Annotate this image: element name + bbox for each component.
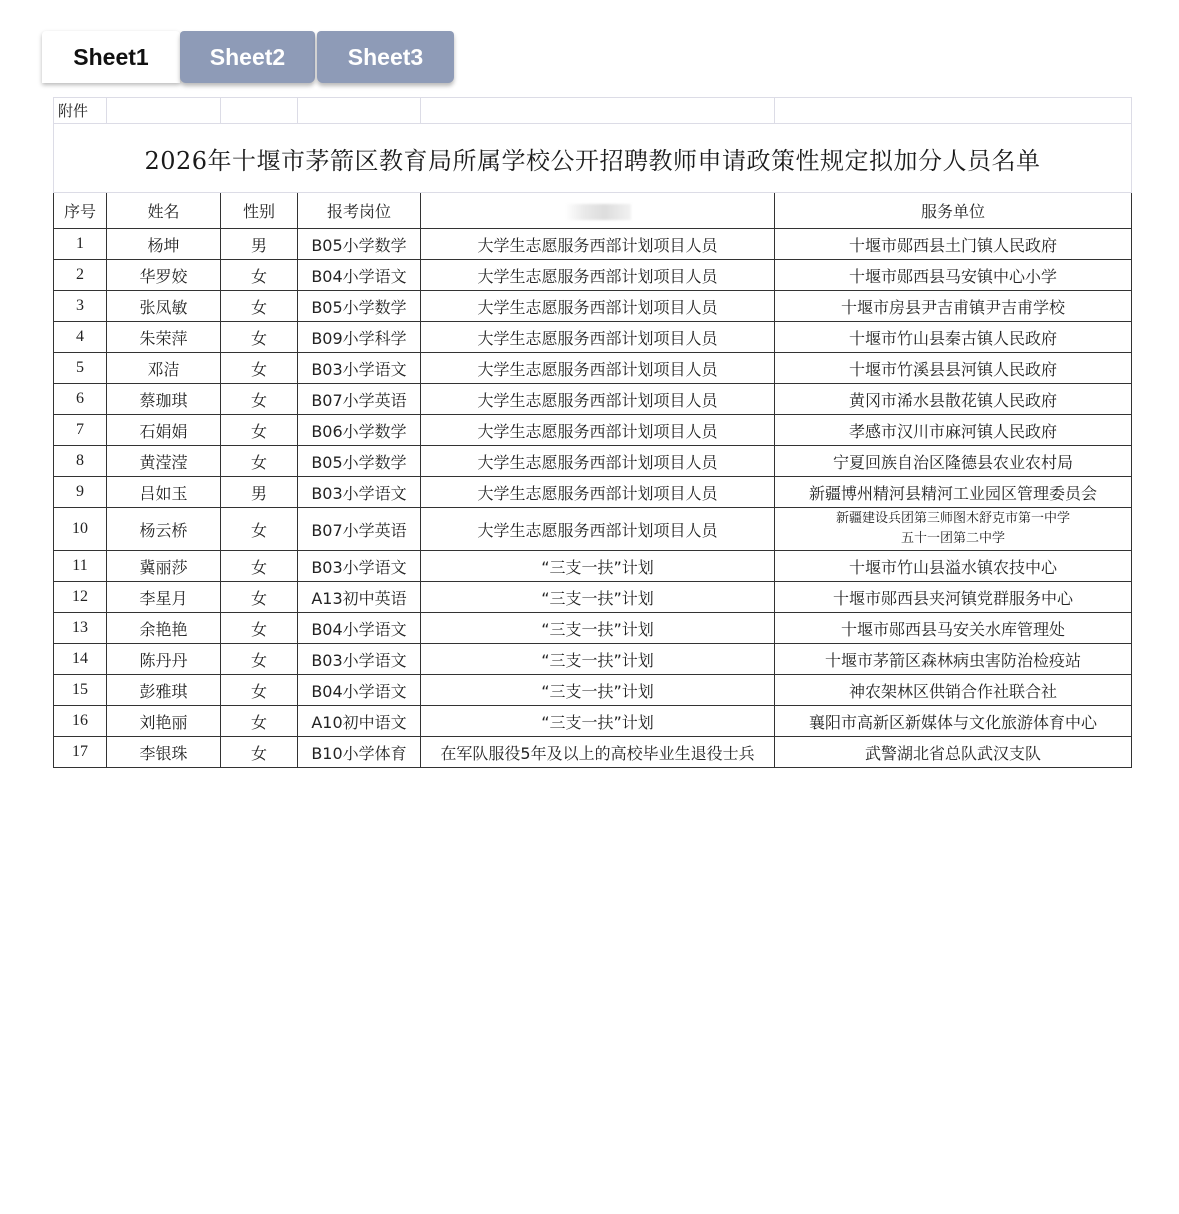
tab-sheet1[interactable]: Sheet1 <box>42 31 180 83</box>
table-row <box>54 229 1132 260</box>
cell-category[interactable]: “三支一扶”计划 <box>421 551 775 582</box>
cell-unit[interactable]: 十堰市郧西县夹河镇党群服务中心 <box>775 582 1132 613</box>
cell-unit[interactable]: 十堰市竹山县溢水镇农技中心 <box>775 551 1132 582</box>
cell-category[interactable]: 在军队服役5年及以上的高校毕业生退役士兵 <box>421 737 775 768</box>
table-row <box>54 737 1132 768</box>
table-row <box>54 551 1132 582</box>
cell-position[interactable]: B07小学英语 <box>298 384 421 415</box>
cell-position[interactable]: B07小学英语 <box>298 508 421 551</box>
table-row <box>54 322 1132 353</box>
cell-seq[interactable]: 6 <box>54 384 107 415</box>
empty-cell[interactable] <box>221 98 298 124</box>
cell-category[interactable]: 大学生志愿服务西部计划项目人员 <box>421 508 775 551</box>
cell-unit[interactable]: 十堰市竹山县秦古镇人民政府 <box>775 322 1132 353</box>
cell-gender[interactable]: 女 <box>221 551 298 582</box>
table-row <box>54 291 1132 322</box>
cell-unit[interactable]: 十堰市竹溪县县河镇人民政府 <box>775 353 1132 384</box>
cell-unit[interactable] <box>775 508 1132 551</box>
cell-position[interactable]: B03小学语文 <box>298 644 421 675</box>
table-row <box>54 384 1132 415</box>
cell-position[interactable]: B05小学数学 <box>298 291 421 322</box>
table-row <box>54 477 1132 508</box>
cell-gender[interactable]: 女 <box>221 737 298 768</box>
cell-category[interactable]: 大学生志愿服务西部计划项目人员 <box>421 322 775 353</box>
cell-gender[interactable]: 女 <box>221 291 298 322</box>
cell-seq[interactable]: 10 <box>54 508 107 551</box>
tab-sheet2[interactable]: Sheet2 <box>180 31 315 83</box>
cell-unit[interactable]: 黄冈市浠水县散花镇人民政府 <box>775 384 1132 415</box>
cell-gender[interactable]: 女 <box>221 508 298 551</box>
redaction-blur <box>565 204 631 220</box>
cell-gender[interactable]: 女 <box>221 260 298 291</box>
cell-position[interactable]: B03小学语文 <box>298 477 421 508</box>
cell-position[interactable]: B06小学数学 <box>298 415 421 446</box>
cell-name[interactable]: 彭雅琪 <box>107 675 221 706</box>
cell-unit[interactable]: 宁夏回族自治区隆德县农业农村局 <box>775 446 1132 477</box>
table-row <box>54 582 1132 613</box>
cell-name[interactable]: 陈丹丹 <box>107 644 221 675</box>
header-category-redacted[interactable] <box>421 193 775 229</box>
cell-category[interactable]: 大学生志愿服务西部计划项目人员 <box>421 353 775 384</box>
cell-gender[interactable]: 女 <box>221 446 298 477</box>
cell-unit-line: 新疆建设兵团第三师图木舒克市第一中学 <box>835 511 1070 526</box>
cell-position[interactable]: B09小学科学 <box>298 322 421 353</box>
cell-position[interactable]: B10小学体育 <box>298 737 421 768</box>
cell-seq[interactable]: 2 <box>54 260 107 291</box>
cell-category[interactable]: 大学生志愿服务西部计划项目人员 <box>421 229 775 260</box>
cell-name[interactable]: 余艳艳 <box>107 613 221 644</box>
cell-gender[interactable]: 女 <box>221 706 298 737</box>
cell-unit[interactable]: 十堰市郧西县马安关水库管理处 <box>775 613 1132 644</box>
header-seq[interactable]: 序号 <box>54 193 107 229</box>
cell-category[interactable]: 大学生志愿服务西部计划项目人员 <box>421 477 775 508</box>
cell-seq[interactable]: 11 <box>54 551 107 582</box>
cell-unit[interactable]: 十堰市房县尹吉甫镇尹吉甫学校 <box>775 291 1132 322</box>
cell-category[interactable]: 大学生志愿服务西部计划项目人员 <box>421 384 775 415</box>
cell-gender[interactable]: 女 <box>221 644 298 675</box>
cell-category[interactable]: 大学生志愿服务西部计划项目人员 <box>421 260 775 291</box>
cell-seq[interactable]: 7 <box>54 415 107 446</box>
cell-gender[interactable]: 女 <box>221 415 298 446</box>
cell-name[interactable]: 石娟娟 <box>107 415 221 446</box>
cell-seq[interactable]: 16 <box>54 706 107 737</box>
empty-cell[interactable] <box>298 98 421 124</box>
header-unit[interactable]: 服务单位 <box>775 193 1132 229</box>
cell-category[interactable]: “三支一扶”计划 <box>421 706 775 737</box>
cell-name[interactable]: 李星月 <box>107 582 221 613</box>
cell-gender[interactable]: 男 <box>221 477 298 508</box>
cell-position[interactable]: B03小学语文 <box>298 353 421 384</box>
cell-name[interactable]: 杨坤 <box>107 229 221 260</box>
cell-gender[interactable]: 女 <box>221 353 298 384</box>
spreadsheet-grid <box>53 97 1131 768</box>
table-row <box>54 446 1132 477</box>
table-row <box>54 353 1132 384</box>
cell-position[interactable]: A10初中语文 <box>298 706 421 737</box>
cell-unit[interactable]: 十堰市茅箭区森林病虫害防治检疫站 <box>775 644 1132 675</box>
cell-seq[interactable]: 12 <box>54 582 107 613</box>
cell-category[interactable]: “三支一扶”计划 <box>421 675 775 706</box>
tab-sheet3[interactable]: Sheet3 <box>317 31 454 83</box>
table-row <box>54 706 1132 737</box>
cell-position[interactable]: A13初中英语 <box>298 582 421 613</box>
table-row <box>54 613 1132 644</box>
cell-name[interactable]: 蔡珈琪 <box>107 384 221 415</box>
header-position[interactable]: 报考岗位 <box>298 193 421 229</box>
cell-seq[interactable]: 4 <box>54 322 107 353</box>
cell-unit[interactable]: 孝感市汉川市麻河镇人民政府 <box>775 415 1132 446</box>
cell-unit[interactable]: 十堰市郧西县土门镇人民政府 <box>775 229 1132 260</box>
attachment-label[interactable]: 附件 <box>54 98 107 124</box>
cell-seq[interactable]: 5 <box>54 353 107 384</box>
header-name[interactable]: 姓名 <box>107 193 221 229</box>
title-row <box>54 124 1132 193</box>
cell-name[interactable]: 冀丽莎 <box>107 551 221 582</box>
cell-gender[interactable]: 女 <box>221 384 298 415</box>
cell-unit[interactable]: 武警湖北省总队武汉支队 <box>775 737 1132 768</box>
table-row <box>54 415 1132 446</box>
cell-unit[interactable]: 襄阳市高新区新媒体与文化旅游体育中心 <box>775 706 1132 737</box>
cell-category[interactable]: “三支一扶”计划 <box>421 644 775 675</box>
cell-seq[interactable]: 13 <box>54 613 107 644</box>
cell-category[interactable]: “三支一扶”计划 <box>421 613 775 644</box>
cell-seq[interactable]: 8 <box>54 446 107 477</box>
cell-position[interactable]: B04小学语文 <box>298 260 421 291</box>
cell-position[interactable]: B05小学数学 <box>298 446 421 477</box>
table-row <box>54 508 1132 551</box>
document-title[interactable]: 2026年十堰市茅箭区教育局所属学校公开招聘教师申请政策性规定拟加分人员名单 <box>54 124 1132 193</box>
cell-category[interactable]: 大学生志愿服务西部计划项目人员 <box>421 446 775 477</box>
empty-cell[interactable] <box>775 98 1132 124</box>
cell-name[interactable]: 邓洁 <box>107 353 221 384</box>
cell-gender[interactable]: 女 <box>221 675 298 706</box>
cell-name[interactable]: 吕如玉 <box>107 477 221 508</box>
empty-cell[interactable] <box>107 98 221 124</box>
cell-unit[interactable]: 十堰市郧西县马安镇中心小学 <box>775 260 1132 291</box>
table-row <box>54 644 1132 675</box>
empty-cell[interactable] <box>421 98 775 124</box>
cell-seq[interactable]: 9 <box>54 477 107 508</box>
cell-category[interactable]: 大学生志愿服务西部计划项目人员 <box>421 291 775 322</box>
data-rows <box>54 229 1132 768</box>
cell-name[interactable]: 朱荣萍 <box>107 322 221 353</box>
cell-name[interactable]: 刘艳丽 <box>107 706 221 737</box>
cell-unit[interactable]: 神农架林区供销合作社联合社 <box>775 675 1132 706</box>
cell-position[interactable]: B05小学数学 <box>298 229 421 260</box>
cell-category[interactable]: 大学生志愿服务西部计划项目人员 <box>421 415 775 446</box>
cell-seq[interactable]: 15 <box>54 675 107 706</box>
cell-seq[interactable]: 3 <box>54 291 107 322</box>
cell-seq[interactable]: 14 <box>54 644 107 675</box>
header-row <box>54 193 1132 229</box>
cell-category[interactable]: “三支一扶”计划 <box>421 582 775 613</box>
cell-gender[interactable]: 女 <box>221 582 298 613</box>
table-row <box>54 675 1132 706</box>
attachment-row <box>54 98 1132 124</box>
cell-name[interactable]: 华罗姣 <box>107 260 221 291</box>
cell-gender[interactable]: 女 <box>221 322 298 353</box>
cell-seq[interactable]: 17 <box>54 737 107 768</box>
header-gender[interactable]: 性别 <box>221 193 298 229</box>
cell-gender[interactable]: 男 <box>221 229 298 260</box>
cell-name[interactable]: 黄滢滢 <box>107 446 221 477</box>
cell-name[interactable]: 李银珠 <box>107 737 221 768</box>
cell-gender[interactable]: 女 <box>221 613 298 644</box>
table-row <box>54 260 1132 291</box>
cell-name[interactable]: 杨云桥 <box>107 508 221 551</box>
cell-seq[interactable]: 1 <box>54 229 107 260</box>
cell-unit[interactable]: 新疆博州精河县精河工业园区管理委员会 <box>775 477 1132 508</box>
cell-position[interactable]: B04小学语文 <box>298 613 421 644</box>
cell-position[interactable]: B03小学语文 <box>298 551 421 582</box>
cell-position[interactable]: B04小学语文 <box>298 675 421 706</box>
cell-unit-line: 五十一团第二中学 <box>900 531 1005 546</box>
cell-name[interactable]: 张凤敏 <box>107 291 221 322</box>
